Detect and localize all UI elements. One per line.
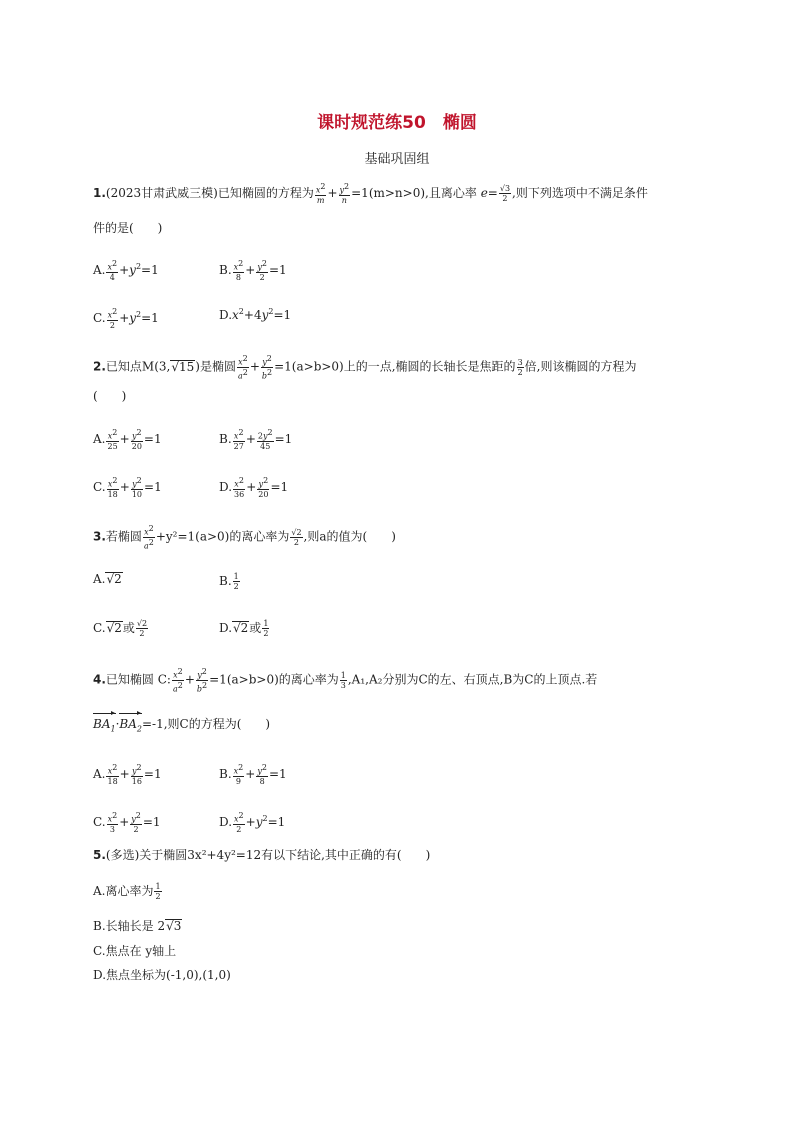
question-1-option-a: A. $\frac{x^2}{4}$ $+y^2=1$ <box>93 259 159 282</box>
question-1-stem-line2: 件的是( ) <box>93 221 163 235</box>
question-1-option-b: B. $\frac{x^2}{8}$ + $\frac{y^2}{2}$ =1 <box>219 259 287 282</box>
question-1-option-c: C. $\frac{x^2}{2}$ $+y^2=1$ <box>93 307 159 330</box>
section-title: 基础巩固组 <box>364 152 430 167</box>
question-3-option-a: A.√2 <box>93 572 122 586</box>
question-5-option-b: B.长轴长是 2√3 <box>93 919 182 933</box>
question-4-option-b: B. $\frac{x^2}{9}$ + $\frac{y^2}{8}$ =1 <box>219 763 287 786</box>
question-3-option-b: B. $\frac{1}{2}$ <box>219 572 239 591</box>
question-5-option-a: A.离心率为 $\frac{1}{2}$ <box>93 882 161 901</box>
question-2-stem-line2: ( ) <box>93 389 127 403</box>
question-5-stem: 5.(多选)关于椭圆3x²+4y²=12有以下结论,其中正确的有( ) <box>93 848 431 862</box>
question-4-option-c: C. $\frac{x^2}{3}$ + $\frac{y^2}{2}$ =1 <box>93 811 161 834</box>
question-3-option-d: D.√2或 $\frac{1}{2}$ <box>219 619 269 638</box>
question-5-option-d: D.焦点坐标为(-1,0),(1,0) <box>93 968 231 982</box>
question-4-stem: 4.已知椭圆 C: $\frac{x^2}{a^2}$ + $\frac{y^2}{b^2}$ =1(a>b>0)的离心率为 $\frac{1}{3}$ ,A₁,A₂分别为C的左、右顶点,B为C的上顶点.若 <box>93 667 598 694</box>
question-4-option-d: D. $\frac{x^2}{2}$ $+y^2=1$ <box>219 811 286 834</box>
question-2-stem: 2.已知点M(3,√15)是椭圆 $\frac{x^2}{a^2}$ + $\frac{y^2}{b^2}$ =1(a>b>0)上的一点,椭圆的长轴长是焦距的 $\frac{3}{2}$ 倍,则该椭圆的方程为 <box>93 354 637 381</box>
question-3-option-c: C.√2或 $\frac{√2}{2}$ <box>93 619 148 638</box>
question-4-option-a: A. $\frac{x^2}{18}$ + $\frac{y^2}{16}$ =1 <box>93 763 162 786</box>
question-5-option-c: C.焦点在 y轴上 <box>93 944 177 958</box>
question-1-option-d: $D.x^2+4y^2=1$ <box>219 307 292 322</box>
question-3-stem: 3.若椭圆 $\frac{x^2}{a^2}$ +y²=1(a>0)的离心率为 $\frac{√2}{2}$ ,则a的值为( ) <box>93 524 396 551</box>
question-2-option-b: B. $\frac{x^2}{27}$ + $\frac{2y^2}{45}$ =1 <box>219 428 293 451</box>
page-title: 课时规范练50 椭圆 <box>317 113 477 133</box>
question-2-option-c: C. $\frac{x^2}{18}$ + $\frac{y^2}{10}$ =1 <box>93 476 162 499</box>
question-2-option-a: A. $\frac{x^2}{25}$ + $\frac{y^2}{20}$ =1 <box>93 428 162 451</box>
question-4-stem-line2: $BA_1\cdot BA_2=-1$,则C的方程为( ) <box>93 717 271 734</box>
question-1-stem: 1.(2023甘肃武威三模)已知椭圆的方程为 $\frac{x^2}{m}$ + $\frac{y^2}{n}$ =1(m>n>0),且离心率 e= $\frac{√3}{2}$ ,则下列选项中不满足条件 <box>93 182 648 205</box>
question-2-option-d: D. $\frac{x^2}{36}$ + $\frac{y^2}{20}$ =1 <box>219 476 289 499</box>
